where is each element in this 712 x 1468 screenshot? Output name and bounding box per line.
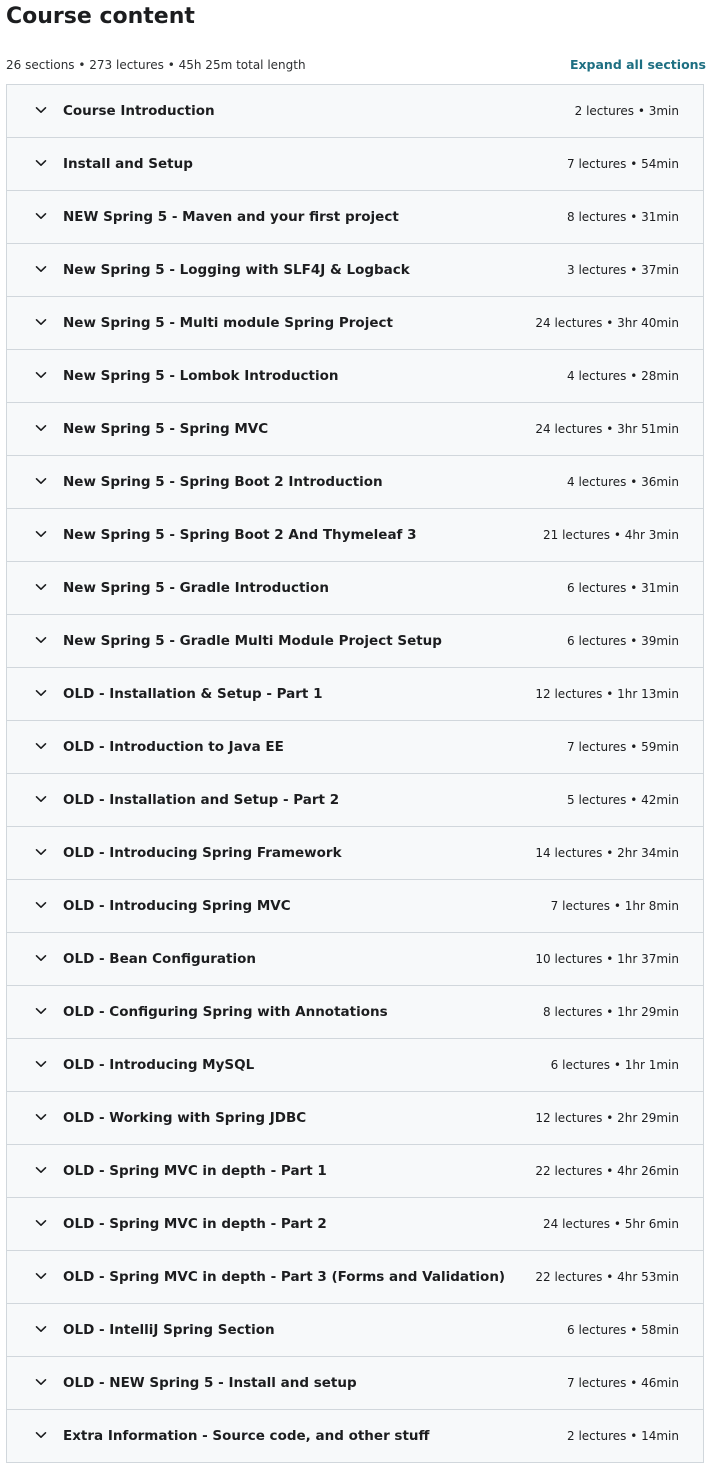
section-title: OLD - Installation and Setup - Part 2 [63,792,340,808]
chevron-down-icon[interactable] [34,156,48,170]
section-row[interactable] [7,1251,703,1304]
chevron-down-icon[interactable] [34,633,48,647]
chevron-down-icon[interactable] [34,1004,48,1018]
chevron-down-icon[interactable] [34,1375,48,1389]
section-row[interactable] [7,880,703,933]
chevron-down-icon[interactable] [34,1269,48,1283]
section-title: New Spring 5 - Gradle Multi Module Project Setup [63,633,442,649]
chevron-down-icon[interactable] [34,951,48,965]
section-meta: 7 lectures • 59min [567,740,679,754]
section-title: OLD - Introduction to Java EE [63,739,284,755]
section-meta: 24 lectures • 3hr 40min [535,316,679,330]
section-row[interactable] [7,615,703,668]
section-meta: 2 lectures • 14min [567,1429,679,1443]
chevron-down-icon[interactable] [34,262,48,276]
section-row[interactable] [7,456,703,509]
chevron-down-icon[interactable] [34,1110,48,1124]
section-meta: 24 lectures • 5hr 6min [543,1217,679,1231]
section-meta: 6 lectures • 39min [567,634,679,648]
chevron-down-icon[interactable] [34,739,48,753]
section-title: New Spring 5 - Gradle Introduction [63,580,329,596]
section-meta: 6 lectures • 58min [567,1323,679,1337]
section-title: OLD - Spring MVC in depth - Part 2 [63,1216,327,1232]
section-row[interactable] [7,403,703,456]
section-title: OLD - Working with Spring JDBC [63,1110,307,1126]
chevron-down-icon[interactable] [34,527,48,541]
section-title: OLD - NEW Spring 5 - Install and setup [63,1375,357,1391]
section-meta: 4 lectures • 36min [567,475,679,489]
section-row[interactable] [7,933,703,986]
section-row[interactable] [7,668,703,721]
section-title: Extra Information - Source code, and other stuff [63,1428,430,1444]
section-meta: 14 lectures • 2hr 34min [535,846,679,860]
section-meta: 6 lectures • 1hr 1min [550,1058,679,1072]
section-meta: 8 lectures • 31min [567,210,679,224]
section-title: New Spring 5 - Spring Boot 2 And Thymeleaf 3 [63,527,417,543]
section-title: OLD - Introducing Spring MVC [63,898,291,914]
section-meta: 5 lectures • 42min [567,793,679,807]
expand-all-sections-button[interactable]: Expand all sections [569,57,706,72]
course-summary: 26 sections • 273 lectures • 45h 25m total length [6,58,306,72]
section-row[interactable] [7,297,703,350]
section-meta: 7 lectures • 54min [567,157,679,171]
section-title: Install and Setup [63,156,193,172]
chevron-down-icon[interactable] [34,421,48,435]
section-row[interactable] [7,1039,703,1092]
section-meta: 6 lectures • 31min [567,581,679,595]
section-meta: 7 lectures • 1hr 8min [550,899,679,913]
section-row[interactable] [7,350,703,403]
chevron-down-icon[interactable] [34,1163,48,1177]
section-meta: 8 lectures • 1hr 29min [543,1005,679,1019]
section-meta: 12 lectures • 1hr 13min [535,687,679,701]
section-title: New Spring 5 - Lombok Introduction [63,368,339,384]
section-row[interactable] [7,774,703,827]
chevron-down-icon[interactable] [34,1428,48,1442]
section-meta: 4 lectures • 28min [567,369,679,383]
section-meta: 22 lectures • 4hr 53min [535,1270,679,1284]
section-title: OLD - Configuring Spring with Annotations [63,1004,388,1020]
section-row[interactable] [7,986,703,1039]
section-row[interactable] [7,721,703,774]
section-row[interactable] [7,85,703,138]
chevron-down-icon[interactable] [34,845,48,859]
chevron-down-icon[interactable] [34,474,48,488]
section-title: OLD - Introducing Spring Framework [63,845,342,861]
page-title: Course content [6,4,195,29]
chevron-down-icon[interactable] [34,1216,48,1230]
section-meta: 7 lectures • 46min [567,1376,679,1390]
section-row[interactable] [7,244,703,297]
section-title: OLD - Spring MVC in depth - Part 3 (Forms and Validation) [63,1269,506,1285]
section-title: OLD - Bean Configuration [63,951,256,967]
section-title: OLD - Installation & Setup - Part 1 [63,686,323,702]
section-title: OLD - Spring MVC in depth - Part 1 [63,1163,327,1179]
section-meta: 22 lectures • 4hr 26min [535,1164,679,1178]
chevron-down-icon[interactable] [34,1322,48,1336]
section-meta: 12 lectures • 2hr 29min [535,1111,679,1125]
section-row[interactable] [7,1304,703,1357]
chevron-down-icon[interactable] [34,315,48,329]
section-row[interactable] [7,827,703,880]
chevron-down-icon[interactable] [34,1057,48,1071]
chevron-down-icon[interactable] [34,686,48,700]
section-row[interactable] [7,1198,703,1251]
section-row[interactable] [7,509,703,562]
section-meta: 2 lectures • 3min [574,104,679,118]
section-title: NEW Spring 5 - Maven and your first project [63,209,399,225]
chevron-down-icon[interactable] [34,792,48,806]
section-title: Course Introduction [63,103,215,119]
section-meta: 10 lectures • 1hr 37min [535,952,679,966]
section-row[interactable] [7,1092,703,1145]
section-row[interactable] [7,1410,703,1463]
chevron-down-icon[interactable] [34,898,48,912]
section-row[interactable] [7,191,703,244]
section-row[interactable] [7,138,703,191]
section-title: New Spring 5 - Spring Boot 2 Introduction [63,474,383,490]
section-title: OLD - IntelliJ Spring Section [63,1322,275,1338]
chevron-down-icon[interactable] [34,580,48,594]
section-title: OLD - Introducing MySQL [63,1057,255,1073]
chevron-down-icon[interactable] [34,368,48,382]
section-list [6,84,704,1463]
chevron-down-icon[interactable] [34,209,48,223]
section-meta: 3 lectures • 37min [567,263,679,277]
section-row[interactable] [7,1145,703,1198]
section-meta: 24 lectures • 3hr 51min [535,422,679,436]
chevron-down-icon[interactable] [34,103,48,117]
section-row[interactable] [7,1357,703,1410]
section-meta: 21 lectures • 4hr 3min [543,528,679,542]
section-title: New Spring 5 - Spring MVC [63,421,269,437]
section-title: New Spring 5 - Multi module Spring Project [63,315,393,331]
section-title: New Spring 5 - Logging with SLF4J & Logback [63,262,410,278]
section-row[interactable] [7,562,703,615]
